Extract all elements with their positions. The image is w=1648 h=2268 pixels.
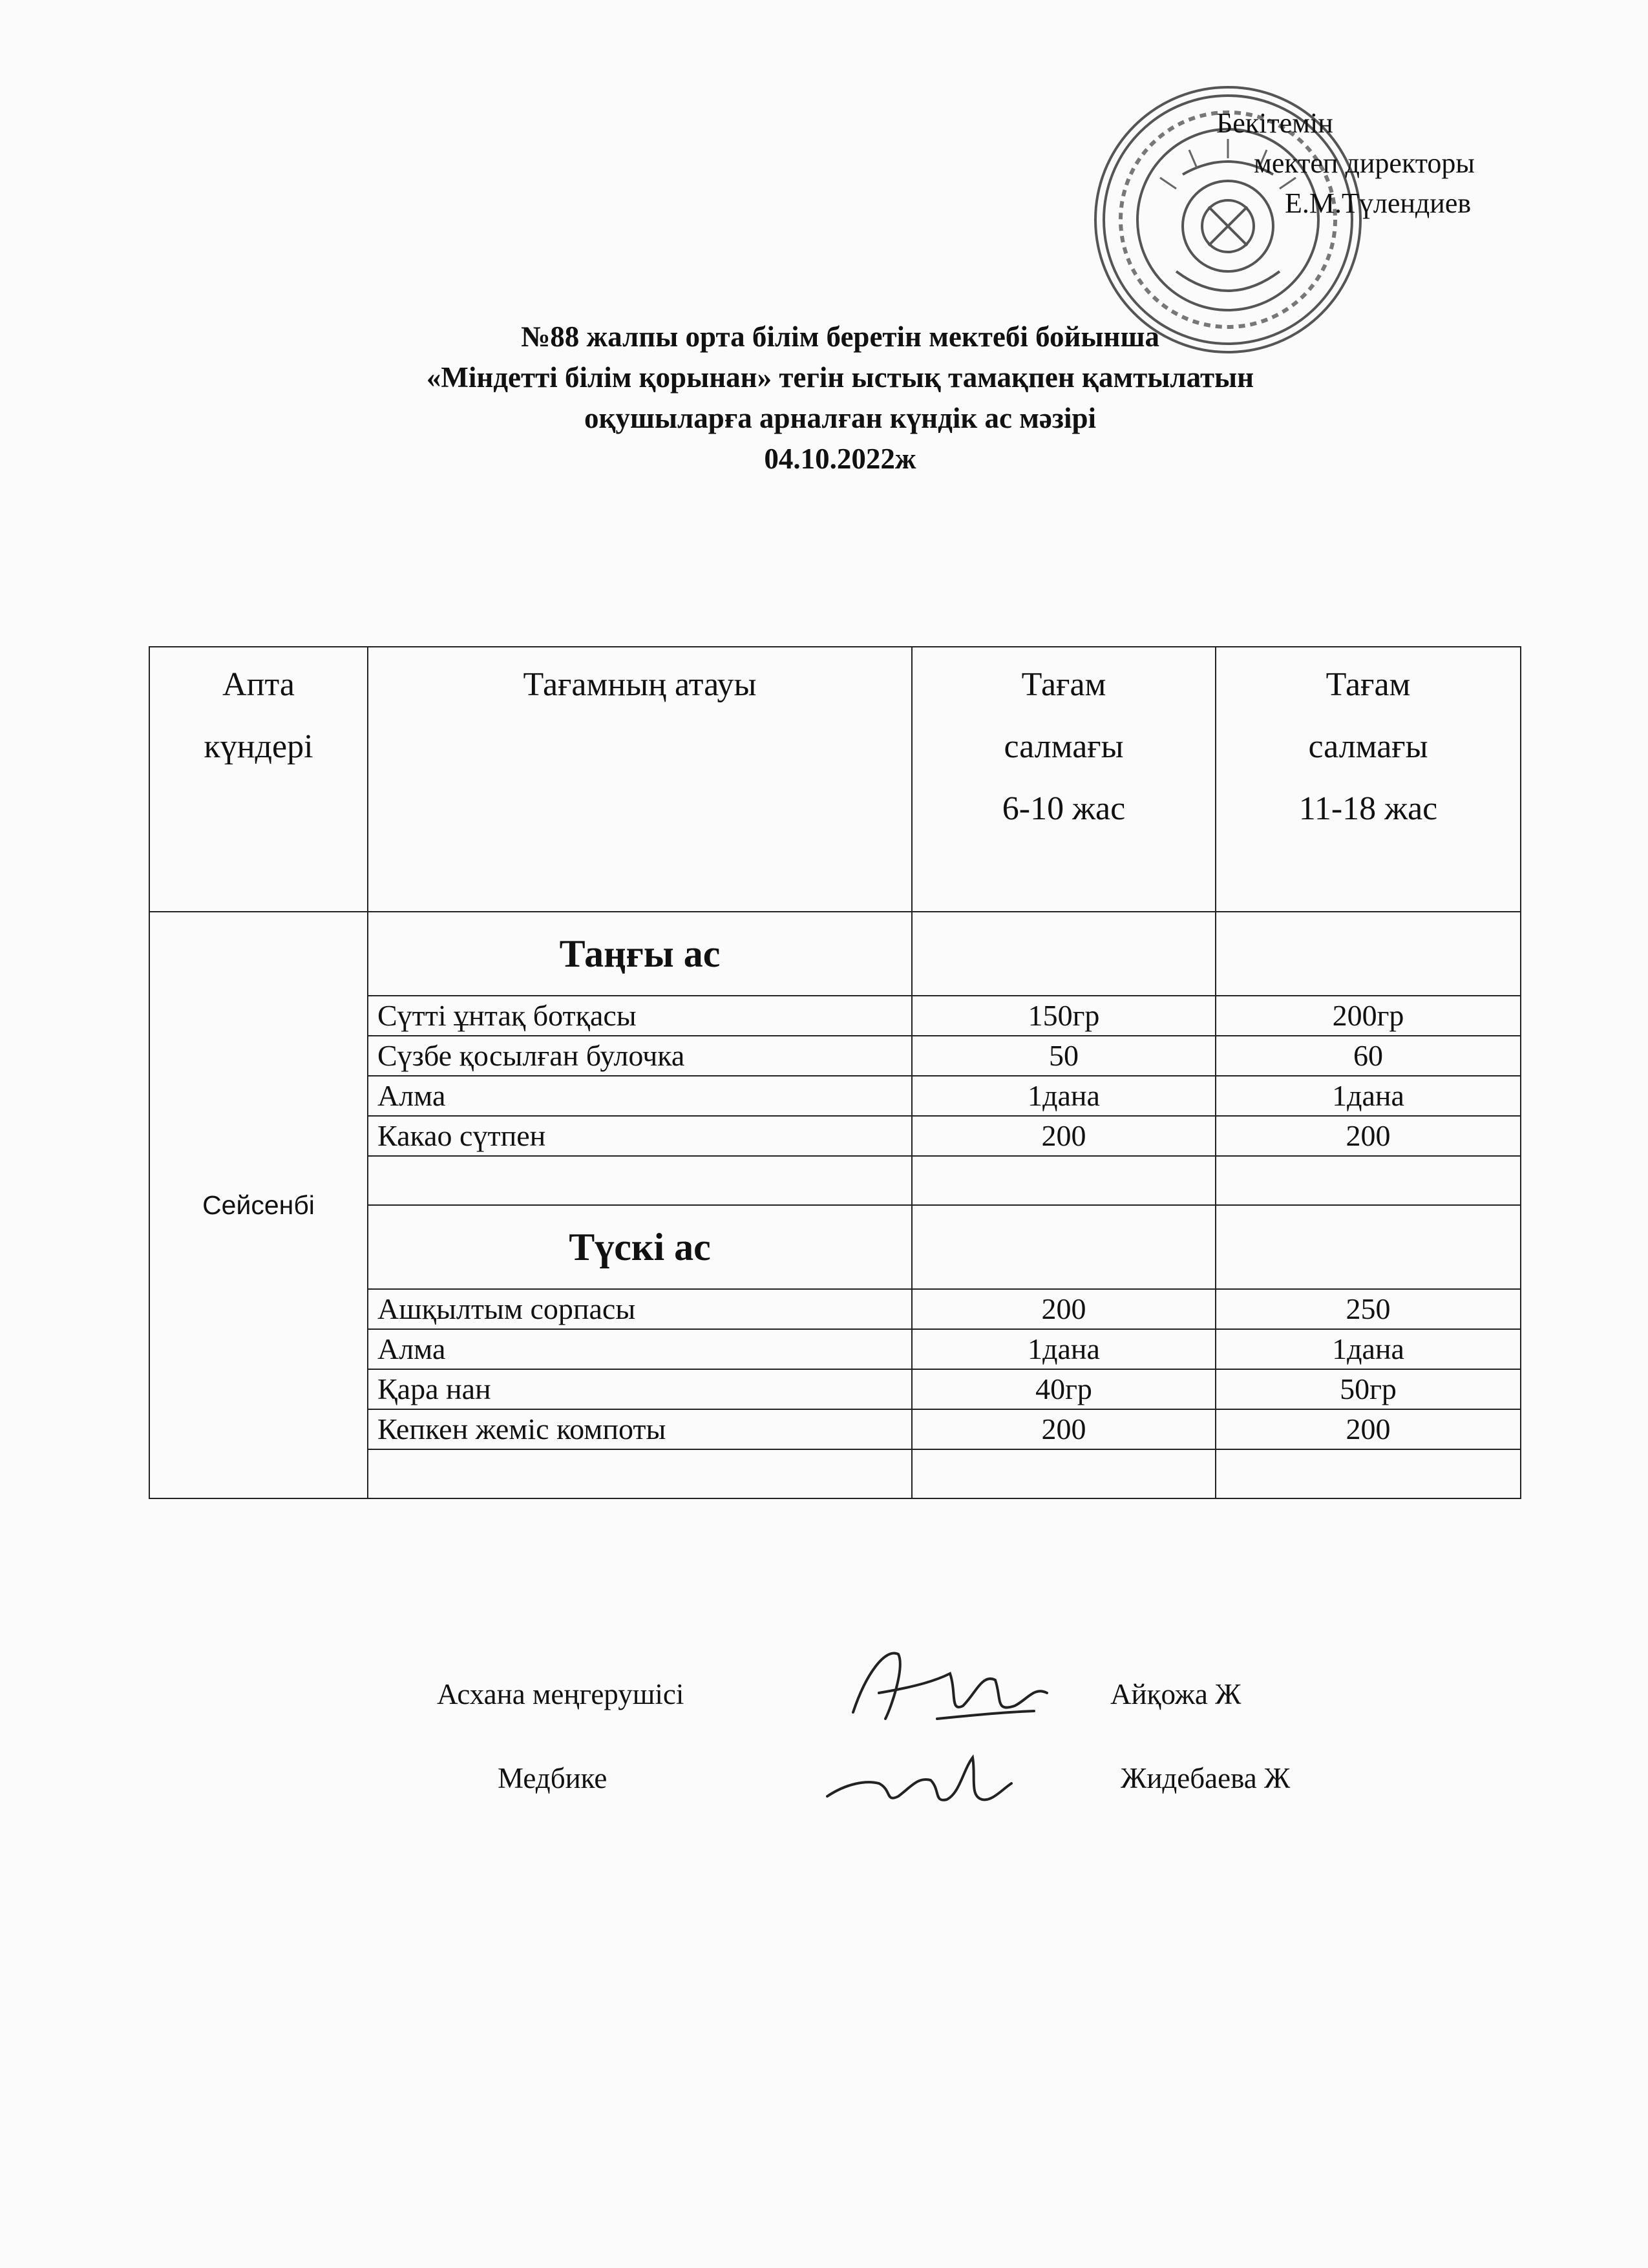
weight-11-18: 250 [1216,1289,1521,1329]
approval-director-name: Е.М.Түлендиев [1285,187,1472,219]
empty-cell [368,1449,912,1498]
header-weight-a-line-3: 6-10 жас [1002,790,1126,827]
header-weight-a-line-1: Тағам [1021,666,1106,703]
signature-name-canteen-head: Айқожа Ж [1110,1678,1241,1710]
empty-cell [368,1156,912,1205]
weight-11-18: 200 [1216,1409,1521,1449]
signature-role-canteen-head: Асхана меңгерушісі [437,1678,684,1710]
weight-6-10: 1дана [912,1076,1216,1116]
handwritten-signature-canteen-head [840,1635,1060,1738]
header-days-line-1: Апта [222,666,295,703]
weight-6-10: 1дана [912,1329,1216,1369]
breakfast-title: Таңғы ас [368,912,912,996]
weight-6-10: 200 [912,1409,1216,1449]
weight-11-18: 200 [1216,1116,1521,1156]
weight-11-18: 60 [1216,1036,1521,1076]
approval-title: Бекітемін [1216,107,1333,139]
dish-name: Алма [368,1076,912,1116]
title-line-1: №88 жалпы орта білім беретін мектебі бойынша [521,320,1159,353]
header-weight-6-10 [912,647,1216,912]
header-weight-11-18 [1216,647,1521,912]
header-weight-a-line-2: салмағы [1004,728,1124,765]
dish-name: Кепкен жеміс компоты [368,1409,912,1449]
empty-cell [1216,1205,1521,1289]
dish-name: Какао сүтпен [368,1116,912,1156]
weight-11-18: 50гр [1216,1369,1521,1409]
dish-name: Алма [368,1329,912,1369]
day-cell: Сейсенбі [149,912,368,1498]
weight-6-10: 150гр [912,996,1216,1036]
lunch-title: Түскі ас [368,1205,912,1289]
dish-name: Ашқылтым сорпасы [368,1289,912,1329]
header-weight-b-line-2: салмағы [1308,728,1428,765]
empty-cell [1216,912,1521,996]
weight-6-10: 40гр [912,1369,1216,1409]
menu-table [149,646,1521,1499]
document-title [226,317,1454,479]
signature-role-nurse: Медбике [498,1762,607,1794]
header-days-line-2: күндері [204,728,313,765]
empty-cell [912,1156,1216,1205]
header-name-text: Тағамның атауы [523,666,757,703]
handwritten-signature-nurse [821,1745,1015,1816]
weight-11-18: 1дана [1216,1076,1521,1116]
dish-name: Қара нан [368,1369,912,1409]
empty-cell [1216,1449,1521,1498]
header-weight-b-line-1: Тағам [1326,666,1411,703]
weight-6-10: 50 [912,1036,1216,1076]
empty-cell [912,912,1216,996]
signature-name-nurse: Жидебаева Ж [1121,1762,1291,1794]
breakfast-section-row [149,912,1521,996]
title-date: 04.10.2022ж [764,443,916,475]
approval-position: мектеп директоры [1254,147,1475,179]
weight-6-10: 200 [912,1116,1216,1156]
dish-name: Сүзбе қосылған булочка [368,1036,912,1076]
header-dish-name [368,647,912,912]
header-week-days [149,647,368,912]
weight-6-10: 200 [912,1289,1216,1329]
table-header-row [149,647,1521,912]
title-line-3: оқушыларға арналған күндік ас мәзірі [584,402,1096,434]
weight-11-18: 200гр [1216,996,1521,1036]
empty-cell [912,1449,1216,1498]
header-weight-b-line-3: 11-18 жас [1298,790,1438,827]
dish-name: Сүтті ұнтақ ботқасы [368,996,912,1036]
empty-cell [1216,1156,1521,1205]
weight-11-18: 1дана [1216,1329,1521,1369]
title-line-2: «Міндетті білім қорынан» тегін ыстық тамақпен қамтылатын [426,361,1254,394]
empty-cell [912,1205,1216,1289]
